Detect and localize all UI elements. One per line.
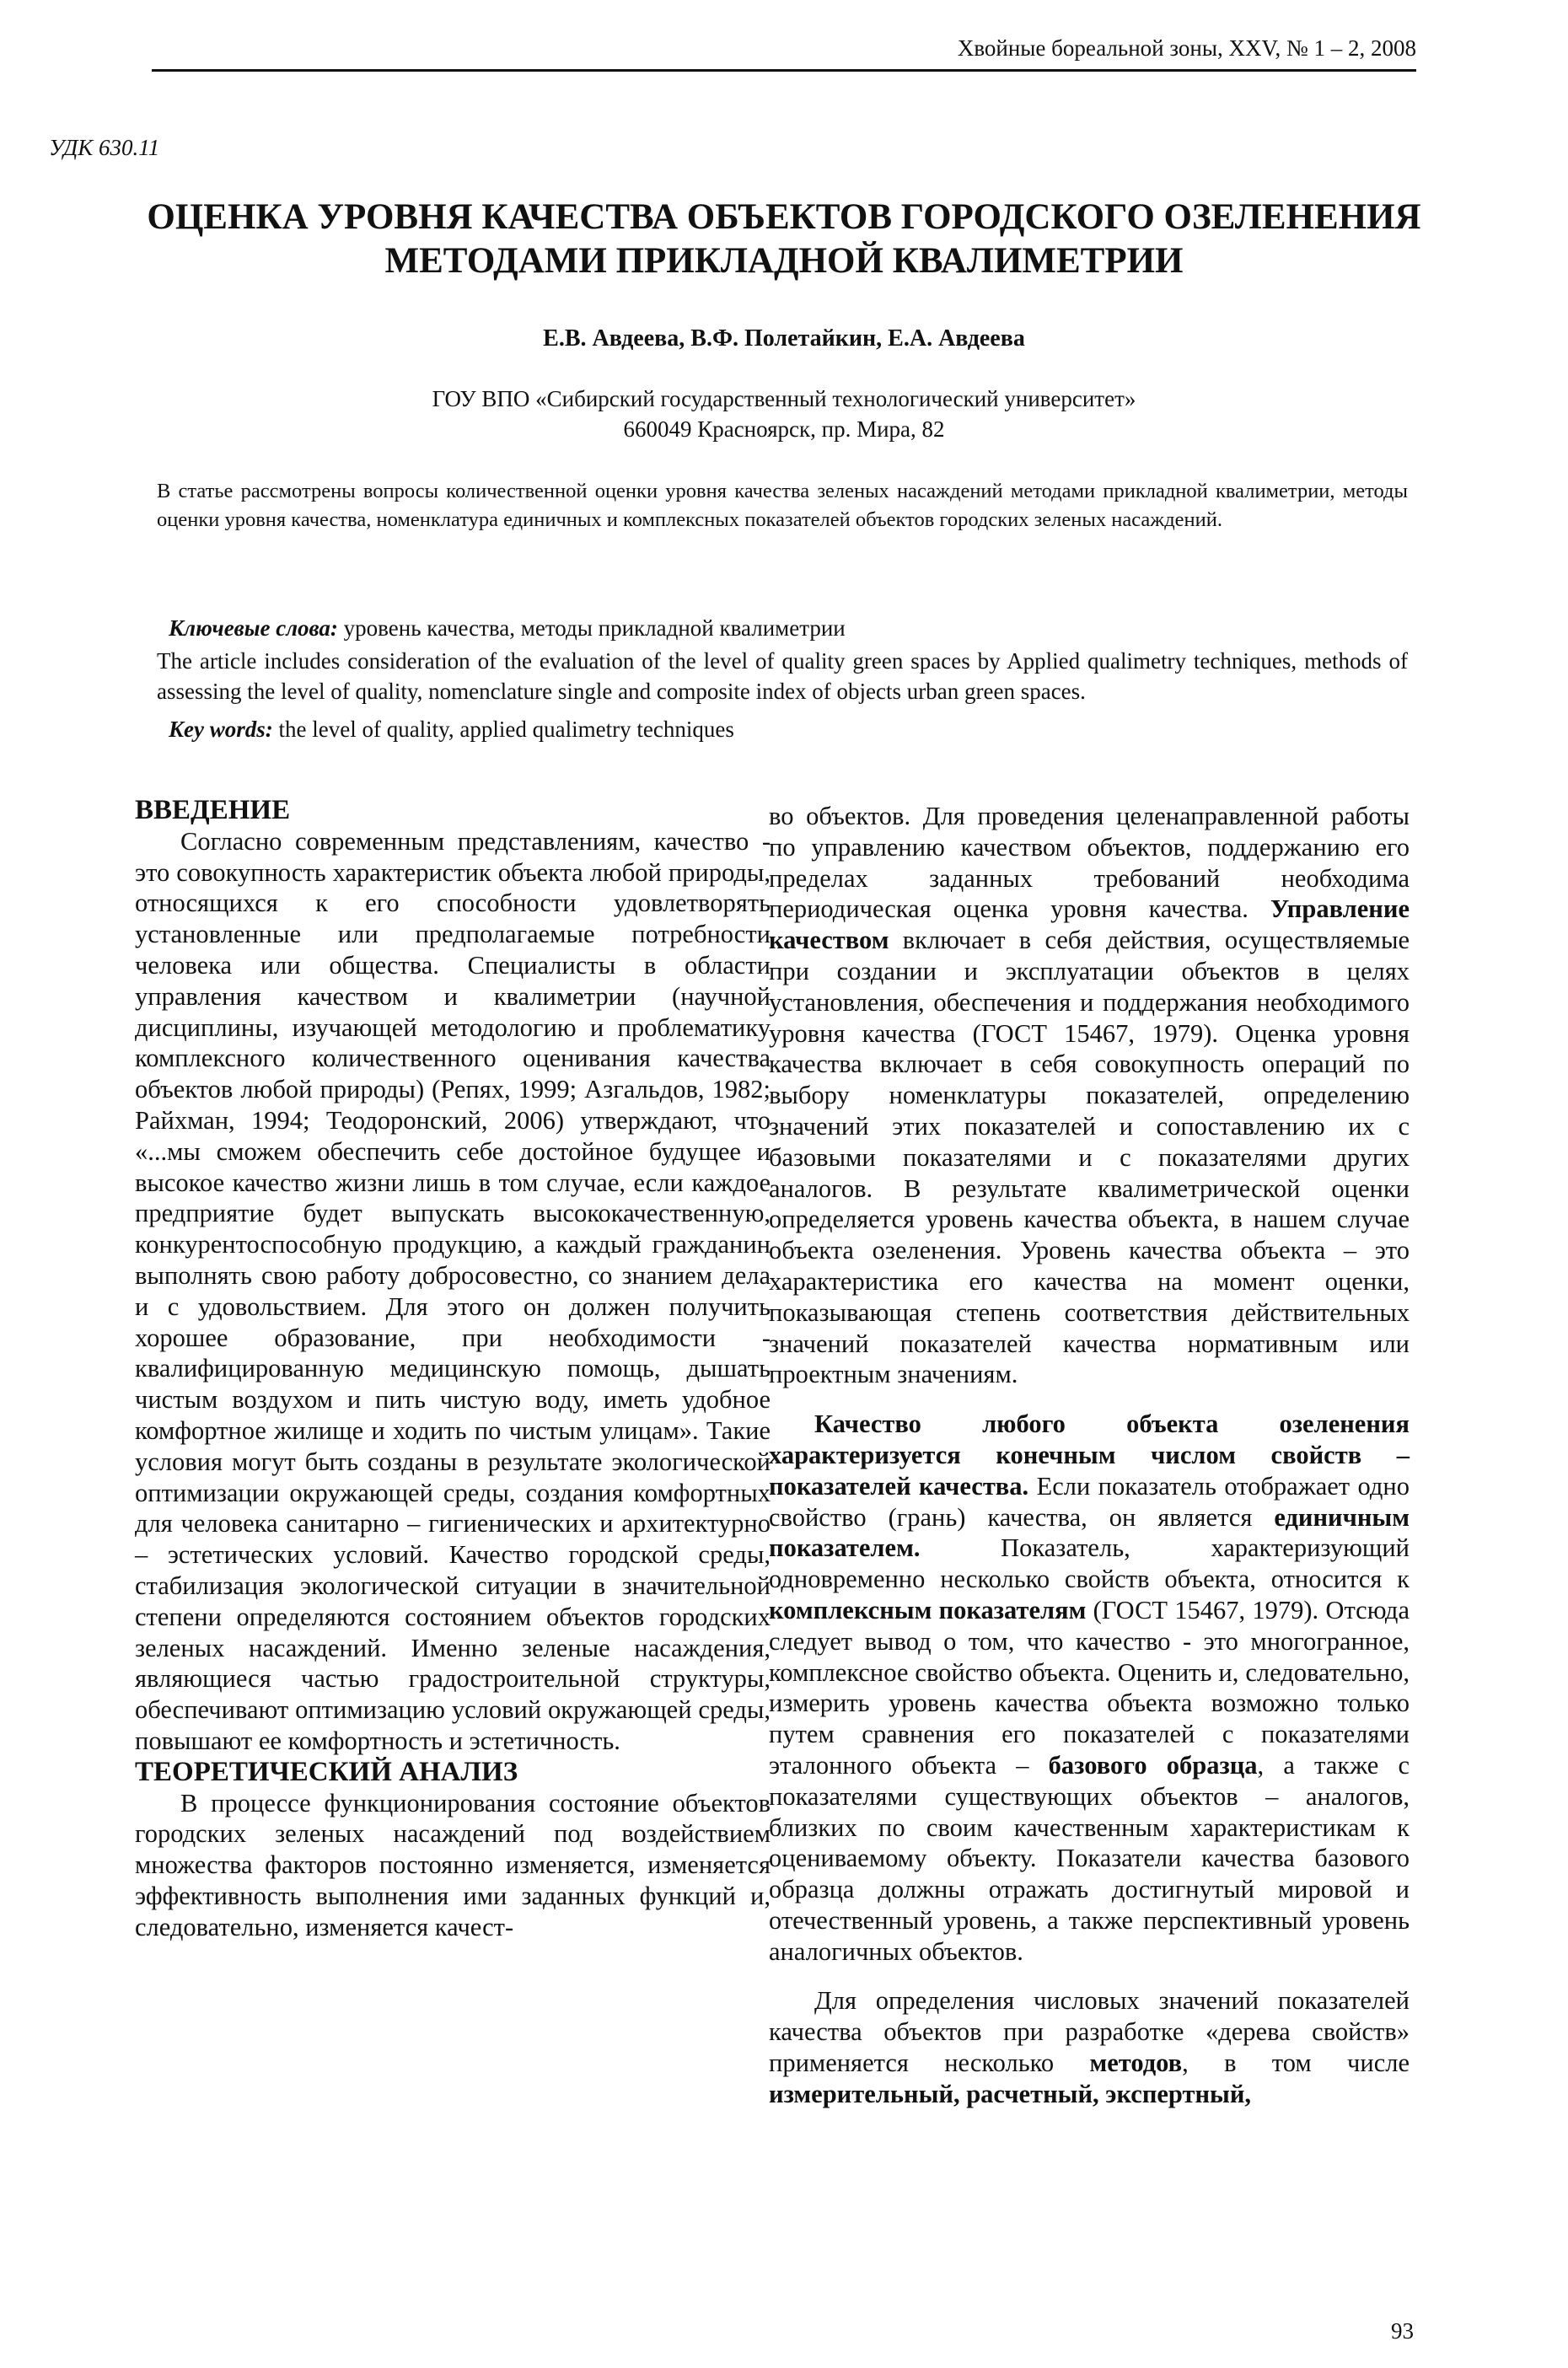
- right-paragraph-2: [769, 1409, 1410, 1967]
- text-run: включает в себя действия, осуществляемые при создании и эксплуатации объектов в целях установления, обеспечения и поддержания необходимого уровня качества (ГОСТ 15467, 1979). Оценка уровня качества включает в себя совокупность операций по выбору номенклатуры показателей, определению значений этих показателей и сопоставлению их с базовыми показателями и с показателями других аналогов. В результате квалиметрической оценки определяется уровень качества объекта, в нашем случае объекта озеленения. Уровень качества объекта – это характеристика его качества на момент оценки, показывающая степень соответствия действительных значений показателей качества нормативным или проектным значениям.: [769, 926, 1410, 1389]
- header-rule: [152, 69, 1416, 72]
- left-column: [135, 795, 771, 1942]
- title-line-1: ОЦЕНКА УРОВНЯ КАЧЕСТВА ОБЪЕКТОВ ГОРОДСКОГО ОЗЕЛЕНЕНИЯ: [147, 197, 1421, 237]
- text-run: (ГОСТ 15467, 1979). Отсюда следует вывод о том, что качество - это многогранное, комплексное свойство объекта. Оценить и, следовательно, измерить уровень качества объекта возможно только путем сравнения его показателей с показателями эталонного объекта –: [769, 1595, 1410, 1780]
- bold-term: единичным показателем.: [769, 1502, 1410, 1563]
- abstract-en: The article includes consideration of the evaluation of the level of quality green spaces by Applied qualimetry techniques, methods of assessing the level of quality, nomenclature single and composite index of objects urban green spaces.: [157, 648, 1408, 704]
- affiliation-line-2: 660049 Красноярск, пр. Мира, 82: [623, 416, 945, 442]
- keywords-ru: [169, 615, 846, 642]
- keywords-en-label: Key words:: [169, 717, 273, 742]
- affiliation-line-1: ГОУ ВПО «Сибирский государственный технологический университет»: [432, 386, 1136, 411]
- text-run: Если показатель отображает одно свойство (грань) качества, он является: [769, 1471, 1410, 1532]
- title-line-2: МЕТОДАМИ ПРИКЛАДНОЙ КВАЛИМЕТРИИ: [384, 241, 1184, 281]
- right-paragraph-3: [769, 1985, 1410, 2109]
- introduction-paragraph: Согласно современным представлениям, качество - это совокупность характеристик объекта любой природы, относящихся к его способности удовлетворять установленные или предполагаемые потребности человека или общества. Специалисты в области управления качеством и квалиметрии (научной дисциплины, изучающей методологию и проблематику комплексного количественного оценивания качества объектов любой природы) (Репях, 1999; Азгальдов, 1982; Райхман, 1994; Теодоронский, 2006) утверждают, что «...мы сможем обеспечить себе достойное будущее и высокое качество жизни лишь в том случае, если каждое предприятие будет выпускать высококачественную, конкурентоспособную продукцию, а каждый гражданин выполнять свою работу добросовестно, со знанием дела и с удовольствием. Для этого он должен получить хорошее образование, при необходимости - квалифицированную медицинскую помощь, дышать чистым воздухом и пить чистую воду, иметь удобное комфортное жилище и ходить по чистым улицам». Такие условия могут быть созданы в результате экологической оптимизации окружающей среды, создания комфортных для человека санитарно – гигиенических и архитектурно – эстетических условий. Качество городской среды, стабилизация экологической ситуации в значительной степени определяются состоянием объектов городских зеленых насаждений. Именно зеленые насаждения, являющиеся частью градостроительной структуры, обеспечивают оптимизацию условий окружающей среды, повышают ее комфортность и эстетичность.: [135, 826, 771, 1755]
- text-run: во объектов. Для проведения целенаправленной работы по управлению качеством объектов, поддержанию его пределах заданных требований необходима периодическая оценка уровня качества.: [769, 802, 1410, 924]
- bold-term: базового образца: [1048, 1750, 1258, 1780]
- text-run: Для определения числовых значений показателей качества объектов при разработке «дерева свойств» применяется несколько: [769, 1986, 1410, 2078]
- right-column: [769, 801, 1410, 2110]
- text-run: , в том числе: [1182, 2049, 1410, 2078]
- abstract-ru: В статье рассмотрены вопросы количественной оценки уровня качества зеленых насаждений методами прикладной квалиметрии, методы оценки уровня качества, номенклатура единичных и комплексных показателей объектов городских зеленых насаждений.: [157, 480, 1408, 531]
- section-heading-introduction: ВВЕДЕНИЕ: [135, 795, 291, 825]
- section-heading-analysis: ТЕОРЕТИЧЕСКИЙ АНАЛИЗ: [135, 1756, 518, 1787]
- affiliation: [0, 384, 1568, 444]
- running-header: Хвойные бореальной зоны, XXV, № 1 – 2, 2008: [957, 35, 1416, 61]
- bold-term: Качество любого объекта озеленения характеризуется конечным числом свойств – показателей качества.: [769, 1410, 1410, 1501]
- bold-term: комплексным показателям: [769, 1595, 1087, 1624]
- bold-term: Управление качеством: [769, 894, 1410, 955]
- text-run: Показатель, характеризующий одновременно несколько свойств объекта, относится к: [769, 1533, 1410, 1594]
- udc-code: УДК 630.11: [49, 135, 160, 160]
- keywords-ru-text: уровень качества, методы прикладной квалиметрии: [337, 615, 846, 641]
- analysis-paragraph: В процессе функционирования состояние объектов городских зеленых насаждений под воздействием множества факторов постоянно изменяется, изменяется эффективность выполнения ими заданных функций и, следовательно, изменяется качест-: [135, 1788, 771, 1941]
- right-paragraph-1: [769, 801, 1410, 1390]
- keywords-en: [169, 717, 734, 743]
- bold-term: методов: [1089, 2049, 1183, 2078]
- text-run: , а также с показателями существующих объектов – аналогов, близких по своим качественным характеристикам к оцениваемому объекту. Показатели качества базового образца должны отражать достигнутый мировой и отечественный уровень, а также перспективный уровень аналогичных объектов.: [769, 1750, 1410, 1966]
- article-title: [101, 196, 1467, 283]
- keywords-ru-label: Ключевые слова:: [169, 615, 338, 641]
- bold-term: измерительный, расчетный, экспертный,: [769, 2079, 1252, 2108]
- keywords-en-text: the level of quality, applied qualimetry techniques: [272, 717, 734, 742]
- page-number: 93: [1391, 2318, 1414, 2344]
- authors: Е.В. Авдеева, В.Ф. Полетайкин, Е.А. Авдеева: [543, 325, 1025, 352]
